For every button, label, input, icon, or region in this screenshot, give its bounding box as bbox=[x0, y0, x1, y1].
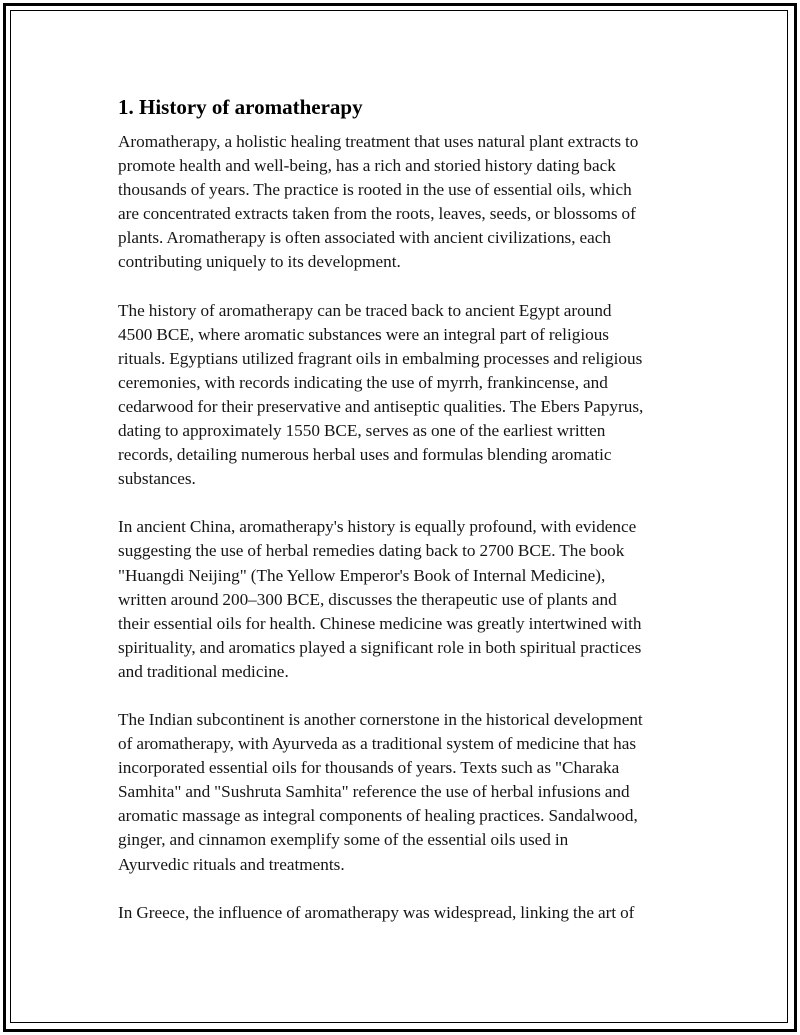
text-line: dating to approximately 1550 BCE, serves as one of the earliest written bbox=[118, 421, 606, 441]
paragraph-india bbox=[118, 708, 688, 877]
text-line: Samhita" and "Sushruta Samhita" reference the use of herbal infusions and bbox=[118, 782, 630, 802]
paragraph-intro bbox=[118, 130, 688, 275]
text-line: "Huangdi Neijing" (The Yellow Emperor's Book of Internal Medicine), bbox=[118, 565, 606, 585]
text-line: contributing uniquely to its development. bbox=[118, 252, 401, 272]
text-line: thousands of years. The practice is rooted in the use of essential oils, which bbox=[118, 180, 632, 200]
text-line: Aromatherapy, a holistic healing treatment that uses natural plant extracts to bbox=[118, 132, 639, 151]
text-line: incorporated essential oils for thousands of years. Texts such as "Charaka bbox=[118, 758, 620, 778]
paragraph-greece bbox=[118, 901, 688, 925]
text-line: The Indian subcontinent is another cornerstone in the historical development bbox=[118, 709, 643, 729]
text-line: their essential oils for health. Chinese medicine was greatly intertwined with bbox=[118, 613, 642, 633]
text-line: suggesting the use of herbal remedies dating back to 2700 BCE. The book bbox=[118, 541, 625, 561]
text-line: promote health and well-being, has a rich and storied history dating back bbox=[118, 156, 616, 176]
text-line: cedarwood for their preservative and antiseptic qualities. The Ebers Papyrus, bbox=[118, 396, 644, 416]
text-line: ceremonies, with records indicating the use of myrrh, frankincense, and bbox=[118, 372, 608, 392]
text-line: written around 200–300 BCE, discusses the therapeutic use of plants and bbox=[118, 589, 617, 609]
text-line: substances. bbox=[118, 469, 196, 489]
document-body bbox=[118, 94, 688, 949]
text-line: and traditional medicine. bbox=[118, 661, 289, 681]
paragraph-china bbox=[118, 515, 688, 684]
text-line: records, detailing numerous herbal uses and formulas blending aromatic bbox=[118, 445, 612, 465]
text-line: In Greece, the influence of aromatherapy was widespread, linking the art of bbox=[118, 902, 635, 922]
text-line: spirituality, and aromatics played a significant role in both spiritual practices bbox=[118, 637, 642, 657]
text-line: are concentrated extracts taken from the roots, leaves, seeds, or blossoms of bbox=[118, 204, 636, 224]
text-line: In ancient China, aromatherapy's history is equally profound, with evidence bbox=[118, 517, 637, 537]
text-line: ginger, and cinnamon exemplify some of the essential oils used in bbox=[118, 830, 569, 850]
text-line: aromatic massage as integral components of healing practices. Sandalwood, bbox=[118, 806, 638, 826]
text-line: plants. Aromatherapy is often associated with ancient civilizations, each bbox=[118, 228, 612, 248]
text-line: 4500 BCE, where aromatic substances were an integral part of religious bbox=[118, 324, 609, 344]
text-line: of aromatherapy, with Ayurveda as a traditional system of medicine that has bbox=[118, 734, 637, 754]
paragraph-egypt bbox=[118, 299, 688, 492]
text-line: Ayurvedic rituals and treatments. bbox=[118, 854, 345, 874]
text-line: The history of aromatherapy can be traced back to ancient Egypt around bbox=[118, 300, 612, 320]
text-line: rituals. Egyptians utilized fragrant oils in embalming processes and religious bbox=[118, 348, 643, 368]
section-heading: 1. History of aromatherapy bbox=[118, 95, 363, 119]
